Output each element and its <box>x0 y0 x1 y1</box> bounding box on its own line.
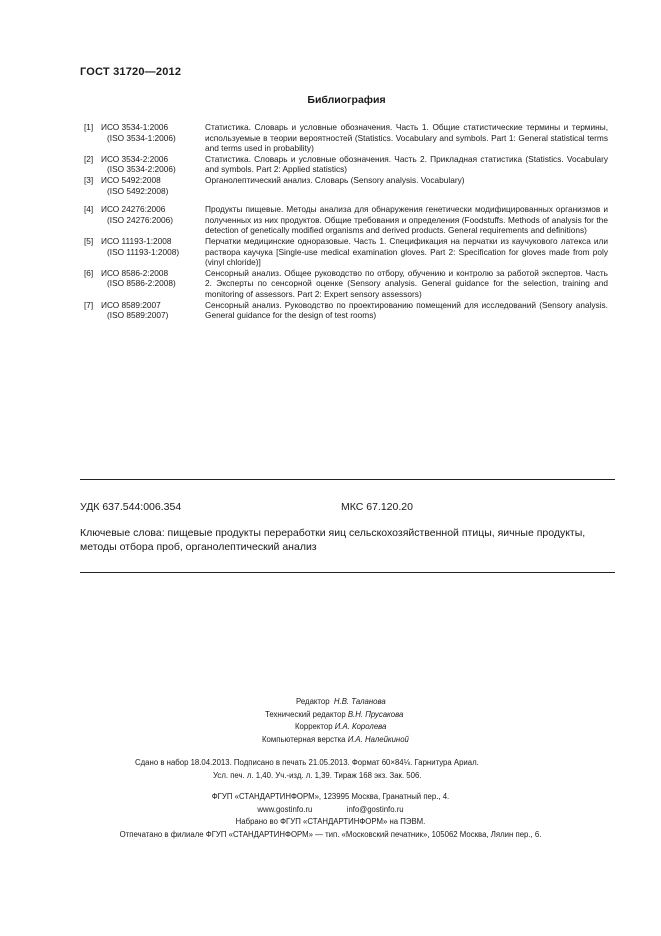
entry-standard-ru: ИСО 8589:2007 <box>101 299 161 310</box>
layout-label: Компьютерная верстка <box>262 735 346 744</box>
bibliography-entry <box>84 204 608 236</box>
bibliography-entry <box>84 122 608 154</box>
entry-number: [2] <box>84 153 94 164</box>
document-header-id: ГОСТ 31720—2012 <box>80 66 182 78</box>
bibliography-list <box>84 122 608 321</box>
entry-number: [1] <box>84 122 94 132</box>
corrector-label: Корректор <box>295 722 333 731</box>
editor-line <box>296 697 386 706</box>
entry-title: Органолептический анализ. Словарь (Sensory analysis. Vocabulary) <box>205 174 465 185</box>
bibliography-entry <box>84 236 608 268</box>
divider-bottom <box>80 572 615 573</box>
entry-number: [4] <box>84 204 94 215</box>
entry-standard <box>101 268 205 300</box>
bibliography-entry <box>84 300 608 321</box>
entry-title: Статистика. Словарь и условные обозначения. Часть 2. Прикладная статистика (Statistics. Vocabulary and symbols. Part 2: Applied statistics) <box>205 153 608 175</box>
editor-label: Редактор <box>296 697 330 706</box>
entry-number: [3] <box>84 174 94 185</box>
udk-code: УДК 637.544:006.354 <box>80 501 182 513</box>
printed-at-note: Отпечатано в филиале ФГУП «СТАНДАРТИНФОРМ» — тип. «Московский печатник», 105062 Москва, Лялин пер., 6. <box>119 829 542 839</box>
entry-title: Продукты пищевые. Методы анализа для обнаружения генетически модифицированных организмов и полученных из них продуктов. Общие требования и определения (Foodstuffs. Methods of analysis for the detection of genetically modified organisms and derived products. General requirements and definitions) <box>205 204 608 236</box>
entry-number: [6] <box>84 267 94 278</box>
entry-title: Статистика. Словарь и условные обозначения. Часть 1. Общие статистические термины и термины, используемые в теории вероятностей (Statistics. Vocabulary and symbols. Part 1: General statistical terms and terms used in probability) <box>205 122 608 154</box>
entry-standard <box>101 300 205 321</box>
bibliography-title: Библиография <box>307 94 386 106</box>
entry-standard-ru: ИСО 8586-2:2008 <box>101 267 169 278</box>
tech-editor-label: Технический редактор <box>265 710 346 719</box>
entry-title: Сенсорный анализ. Общее руководство по отбору, обучению и контролю за работой экспертов. Часть 2. Эксперты по сенсорной оценке (Sensory analysis. General guidance for the selection, training and monitoring of assessors. Part 2: Expert sensory assessors) <box>205 267 608 299</box>
entry-standard-iso: (ISO 8589:2007) <box>107 310 169 321</box>
print-info-line2: Усл. печ. л. 1,40. Уч.-изд. л. 1,39. Тираж 168 экз. Зак. 506. <box>213 771 422 780</box>
publisher-block <box>0 791 661 841</box>
mks-code: МКС 67.120.20 <box>341 501 413 513</box>
keywords-text: Ключевые слова: пищевые продукты переработки яиц сельскохозяйственной птицы, яичные продукты, методы отбора проб, органолептический анализ <box>80 527 586 553</box>
bibliography-entry <box>84 268 608 300</box>
bibliography-entry <box>84 154 608 175</box>
entry-standard <box>101 175 205 196</box>
tech-editor-name: В.Н. Прусакова <box>347 710 404 719</box>
entry-standard <box>101 204 205 236</box>
entry-number: [7] <box>84 299 94 310</box>
layout-line <box>262 735 409 744</box>
entry-standard-iso: (ISO 11193-1:2008) <box>107 246 180 257</box>
entry-standard-iso: (ISO 3534-1:2006) <box>107 132 176 143</box>
entry-standard-iso: (ISO 24276:2006) <box>107 214 173 225</box>
entry-title: Перчатки медицинские одноразовые. Часть 1. Спецификация на перчатки из каучукового латекса или раствора каучука [Single-use medical examination gloves. Part 2: Specification for gloves made from poly (vinyl chloride)] <box>205 235 608 268</box>
print-info-line1: Сдано в набор 18.04.2013. Подписано в печать 21.05.2013. Формат 60×84⅛. Гарнитура Ариал. <box>135 758 479 767</box>
entry-standard <box>101 154 205 175</box>
corrector-name: И.А. Королева <box>334 722 387 731</box>
publisher-contacts <box>0 804 661 817</box>
publisher-address: ФГУП «СТАНДАРТИНФОРМ», 123995 Москва, Гранатный пер., 4. <box>211 792 450 801</box>
corrector-line <box>295 722 386 731</box>
entry-standard <box>101 122 205 154</box>
typeset-note: Набрано во ФГУП «СТАНДАРТИНФОРМ» на ПЭВМ. <box>235 817 426 826</box>
tech-editor-line <box>265 710 403 719</box>
entry-standard-ru: ИСО 24276:2006 <box>101 204 166 215</box>
publisher-email[interactable]: info@gostinfo.ru <box>346 804 404 814</box>
entry-title: Сенсорный анализ. Руководство по проектированию помещений для исследований (Sensory analysis. General guidance for the design of test rooms) <box>205 299 608 321</box>
entry-number: [5] <box>84 235 94 246</box>
publisher-site[interactable]: www.gostinfo.ru <box>257 804 313 814</box>
entry-standard-iso: (ISO 5492:2008) <box>107 185 169 196</box>
entry-standard-ru: ИСО 11193-1:2008 <box>101 235 172 246</box>
bibliography-entry <box>84 175 608 196</box>
entry-standard-ru: ИСО 5492:2008 <box>101 174 161 185</box>
layout-name: И.А. Налейкиной <box>347 735 409 744</box>
entry-standard <box>101 236 205 268</box>
entry-standard-iso: (ISO 8586-2:2008) <box>107 278 176 289</box>
entry-standard-ru: ИСО 3534-1:2006 <box>101 122 169 132</box>
entry-standard-ru: ИСО 3534-2:2006 <box>101 153 169 164</box>
entry-standard-iso: (ISO 3534-2:2006) <box>107 164 176 175</box>
divider-top <box>80 479 615 480</box>
editor-name: Н.В. Таланова <box>333 697 386 706</box>
